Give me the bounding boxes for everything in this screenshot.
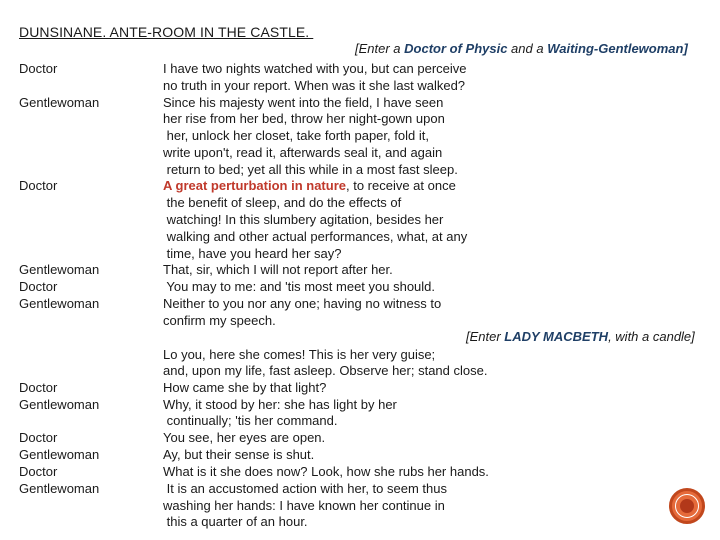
speaker-doctor: Doctor [19,380,58,395]
stage-direction-role-doctor: Doctor of Physic [404,41,508,56]
dialogue-line: walking and other actual performances, what, at any [163,229,468,244]
stage-direction-role-gentlewoman: Waiting-Gentlewoman] [547,41,688,56]
speaker-doctor: Doctor [19,279,58,294]
stage-direction-enter-lady-macbeth [466,329,695,344]
dialogue-line: How came she by that light? [163,380,327,395]
speaker-doctor: Doctor [19,61,58,76]
dialogue-line: and, upon my life, fast asleep. Observe her; stand close. [163,363,488,378]
dialogue-line: Since his majesty went into the field, I have seen [163,95,444,110]
dialogue-line: You see, her eyes are open. [163,430,326,445]
stage-direction-prefix: [Enter a [355,41,405,56]
dialogue-line: return to bed; yet all this while in a most fast sleep. [163,162,458,177]
dialogue-line-tail: , to receive at once [345,178,456,193]
dialogue-line: this a quarter of an hour. [163,514,308,529]
speaker-gentlewoman: Gentlewoman [19,481,100,496]
dialogue-line: It is an accustomed action with her, to seem thus [163,481,447,496]
dialogue-line: no truth in your report. When was it she last walked? [163,78,466,93]
stage-direction-suffix: , with a candle] [608,329,695,344]
circle-next-icon [680,499,694,513]
speaker-gentlewoman: Gentlewoman [19,262,100,277]
stage-direction-prefix: [Enter [466,329,505,344]
dialogue-line: I have two nights watched with you, but can perceive [163,61,467,76]
dialogue-line: Ay, but their sense is shut. [163,447,315,462]
dialogue-line-emphasized [163,177,456,194]
stage-direction-enter-doctor [355,41,688,56]
speaker-gentlewoman: Gentlewoman [19,296,100,311]
emphasis-phrase: A great perturbation in nature [163,178,346,193]
speaker-doctor: Doctor [19,178,58,193]
scene-title: DUNSINANE. ANTE-ROOM IN THE CASTLE. [19,24,314,40]
dialogue-line: Why, it stood by her: she has light by her [163,397,397,412]
dialogue-line: her, unlock her closet, take forth paper, fold it, [163,128,429,143]
stage-direction-mid: and a [507,41,548,56]
dialogue-line: Lo you, here she comes! This is her very guise; [163,347,436,362]
speaker-gentlewoman: Gentlewoman [19,397,100,412]
dialogue-line: You may to me: and 'tis most meet you should. [163,279,436,294]
speaker-gentlewoman: Gentlewoman [19,95,100,110]
stage-direction-role-lady-macbeth: LADY MACBETH [504,329,609,344]
dialogue-line: What is it she does now? Look, how she rubs her hands. [163,464,489,479]
speaker-doctor: Doctor [19,430,58,445]
dialogue-line: time, have you heard her say? [163,246,342,261]
dialogue-line: Neither to you nor any one; having no witness to [163,296,442,311]
dialogue-line: the benefit of sleep, and do the effects of [163,195,402,210]
speaker-doctor: Doctor [19,464,58,479]
dialogue-line: her rise from her bed, throw her night-gown upon [163,111,445,126]
next-slide-button[interactable] [669,488,705,524]
dialogue-line: watching! In this slumbery agitation, besides her [163,212,444,227]
dialogue-line: confirm my speech. [163,313,276,328]
dialogue-line: continually; 'tis her command. [163,413,338,428]
dialogue-line: write upon't, read it, afterwards seal it, and again [163,145,443,160]
dialogue-line: That, sir, which I will not report after her. [163,262,393,277]
speaker-gentlewoman: Gentlewoman [19,447,100,462]
dialogue-line: washing her hands: I have known her continue in [163,498,445,513]
